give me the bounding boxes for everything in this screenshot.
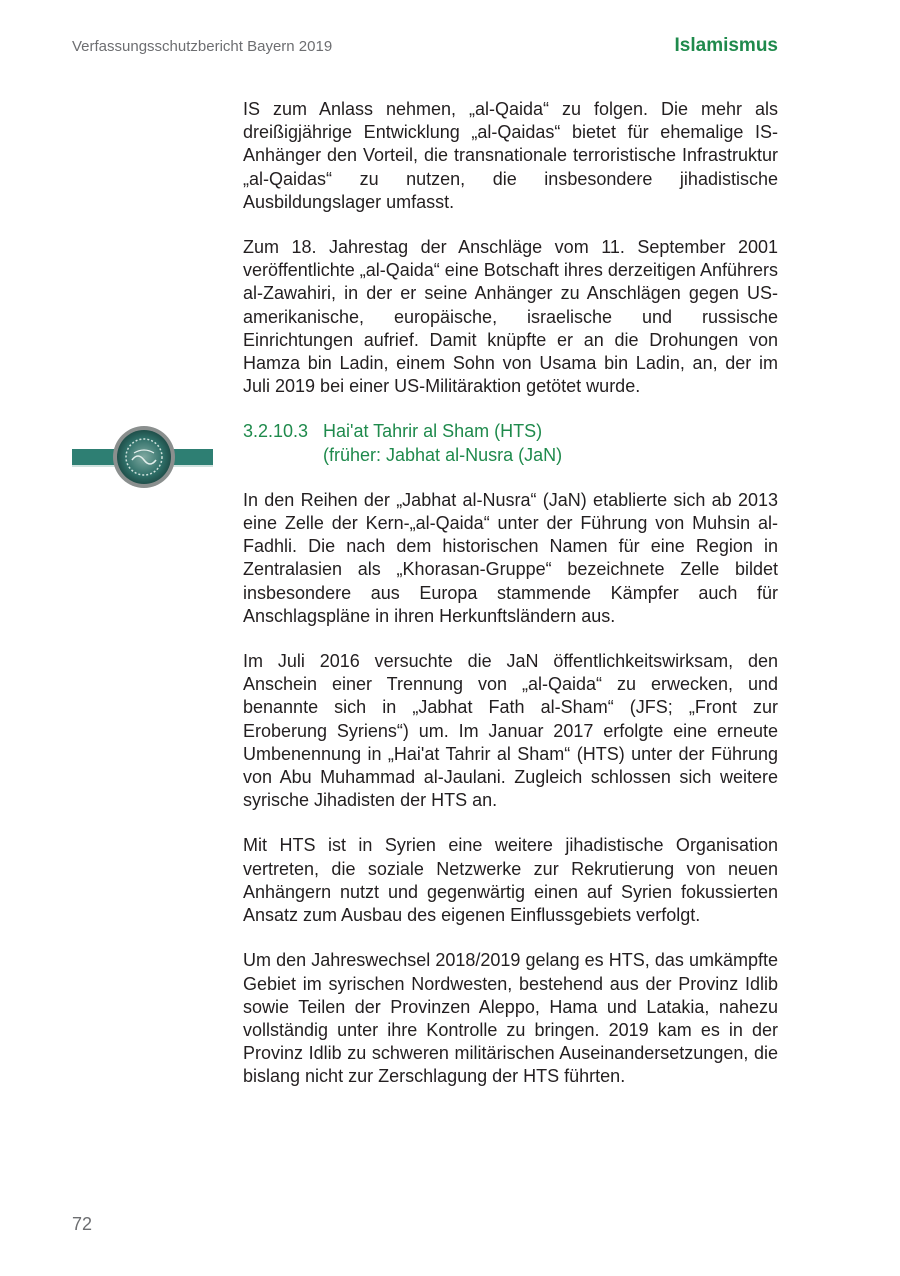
section-title: Hai'at Tahrir al Sham (HTS) [323, 421, 543, 442]
paragraph-3: In den Reihen der „Jabhat al-Nusra“ (JaN) etablierte sich ab 2013 eine Zelle der Kern-„al-Qaida“ unter der Führung von Muhsin al-Fadhli. Die nach dem historischen Namen für eine Region in Zentralasien als „Khorasan-Gruppe“ bezeichnete Zelle bildet insbesondere aus Europa stammende Kämpfer auch für Anschlagspläne in ihren Herkunftsländern aus. [243, 489, 778, 626]
paragraph-1: IS zum Anlass nehmen, „al-Qaida“ zu folgen. Die mehr als dreißigjährige Entwicklung „al-Qaidas“ bietet für ehemalige IS-Anhänger den Vorteil, die transnationale terroristische Infrastruktur „al-Qaidas“ zu nutzen, die insbesondere jihadistische Ausbildungslager umfasst. [243, 99, 778, 212]
running-header-publication: Verfassungsschutzbericht Bayern 2019 [72, 38, 333, 55]
paragraph-2: Zum 18. Jahrestag der Anschläge vom 11. September 2001 veröffentlichte „al-Qaida“ eine Botschaft ihres derzeitigen Anführers al-Zawahiri, in der er seine Anhänger zu Anschlägen gegen US-amerikanische, europäische, israelische und russische Einrichtungen aufrief. Damit knüpfte er an die Drohungen von Hamza bin Ladin, einem Sohn von Usama bin Ladin, an, der im Juli 2019 bei einer US-Militäraktion getötet wurde. [243, 237, 778, 397]
page-number: 72 [72, 1214, 93, 1234]
paragraph-4: Im Juli 2016 versuchte die JaN öffentlichkeitswirksam, den Anschein einer Trennung von „al-Qaida“ zu erwecken, und benannte sich in „Jabhat Fath al-Sham“ (JFS; „Front zur Eroberung Syriens“) um. Im Januar 2017 erfolgte eine erneute Umbenennung in „Hai'at Tahrir al Sham“ (HTS) unter der Führung von Abu Muhammad al-Jaulani. Zugleich schlossen sich weitere syrische Jihadisten der HTS an. [243, 651, 778, 811]
main-content [243, 98, 778, 1111]
emblem-graphic [72, 424, 213, 490]
section-subtitle: (früher: Jabhat al-Nusra (JaN) [323, 444, 563, 465]
section-heading [243, 420, 778, 466]
hts-emblem-icon [72, 424, 213, 490]
paragraph-5: Mit HTS ist in Syrien eine weitere jihadistische Organisation vertreten, die soziale Netzwerke zur Rekrutierung von neuen Anhängern nutzt und gegenwärtig einen auf Syrien fokussierten Ansatz zum Ausbau des eigenen Einflussgebiets verfolgt. [243, 835, 778, 926]
running-header-chapter: Islamismus [674, 35, 778, 56]
section-number: 3.2.10.3 [243, 421, 309, 442]
paragraph-6: Um den Jahreswechsel 2018/2019 gelang es HTS, das umkämpfte Gebiet im syrischen Nordwesten, bestehend aus der Provinz Idlib sowie Teilen der Provinzen Aleppo, Hama und Latakia, nahezu vollständig unter ihre Kontrolle zu bringen. 2019 kam es in der Provinz Idlib zu schweren militärischen Auseinandersetzungen, die bislang nicht zur Zerschlagung der HTS führten. [243, 950, 778, 1087]
emblem-seal [117, 430, 171, 484]
